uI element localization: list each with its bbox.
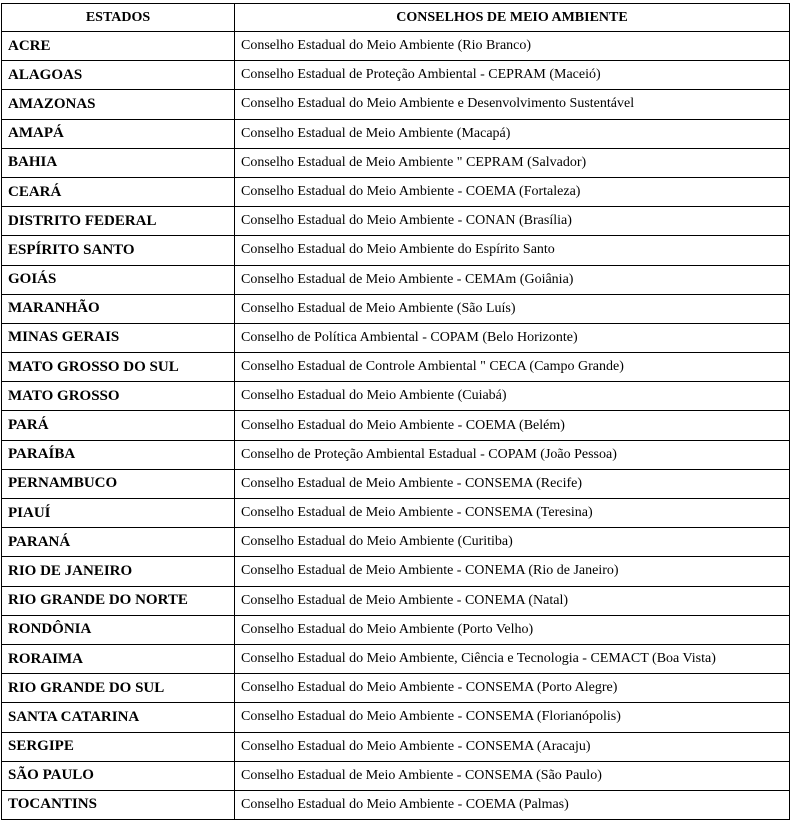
table-row [2, 674, 790, 703]
council-name: Conselho Estadual de Proteção Ambiental - CEPRAM (Maceió) [235, 61, 790, 90]
council-name: Conselho Estadual do Meio Ambiente - CONSEMA (Aracaju) [235, 732, 790, 761]
table-row [2, 790, 790, 819]
table-row [2, 236, 790, 265]
table-row [2, 644, 790, 673]
table-row [2, 411, 790, 440]
council-name: Conselho Estadual do Meio Ambiente do Espírito Santo [235, 236, 790, 265]
council-name: Conselho Estadual do Meio Ambiente - CONAN (Brasília) [235, 207, 790, 236]
council-name: Conselho Estadual de Meio Ambiente - CONSEMA (Recife) [235, 469, 790, 498]
table-row [2, 32, 790, 61]
state-name: GOIÁS [2, 265, 235, 294]
council-name: Conselho Estadual de Meio Ambiente - CONEMA (Rio de Janeiro) [235, 557, 790, 586]
table-row [2, 499, 790, 528]
council-name: Conselho Estadual do Meio Ambiente, Ciência e Tecnologia - CEMACT (Boa Vista) [235, 644, 790, 673]
table-row [2, 61, 790, 90]
state-name: PERNAMBUCO [2, 469, 235, 498]
state-name: RORAIMA [2, 644, 235, 673]
state-name: SANTA CATARINA [2, 703, 235, 732]
state-name: RIO GRANDE DO NORTE [2, 586, 235, 615]
header-conselhos: CONSELHOS DE MEIO AMBIENTE [235, 4, 790, 32]
councils-table [1, 3, 790, 820]
table-row [2, 90, 790, 119]
council-name: Conselho Estadual de Meio Ambiente " CEPRAM (Salvador) [235, 148, 790, 177]
state-name: AMAPÁ [2, 119, 235, 148]
state-name: ALAGOAS [2, 61, 235, 90]
state-name: RONDÔNIA [2, 615, 235, 644]
state-name: TOCANTINS [2, 790, 235, 819]
council-name: Conselho Estadual de Meio Ambiente - CONEMA (Natal) [235, 586, 790, 615]
state-name: MINAS GERAIS [2, 323, 235, 352]
state-name: PARANÁ [2, 528, 235, 557]
table-row [2, 353, 790, 382]
council-name: Conselho Estadual do Meio Ambiente - COEMA (Belém) [235, 411, 790, 440]
state-name: ACRE [2, 32, 235, 61]
table-row [2, 294, 790, 323]
state-name: SÃO PAULO [2, 761, 235, 790]
table-row [2, 586, 790, 615]
state-name: PARAÍBA [2, 440, 235, 469]
table-row [2, 761, 790, 790]
table-row [2, 557, 790, 586]
state-name: MATO GROSSO DO SUL [2, 353, 235, 382]
table-row [2, 732, 790, 761]
table-row [2, 615, 790, 644]
council-name: Conselho Estadual do Meio Ambiente - COEMA (Palmas) [235, 790, 790, 819]
table-row [2, 119, 790, 148]
table-row [2, 177, 790, 206]
council-name: Conselho Estadual do Meio Ambiente - CONSEMA (Porto Alegre) [235, 674, 790, 703]
state-name: MARANHÃO [2, 294, 235, 323]
state-name: BAHIA [2, 148, 235, 177]
table-row [2, 469, 790, 498]
council-name: Conselho Estadual do Meio Ambiente (Rio Branco) [235, 32, 790, 61]
council-name: Conselho Estadual do Meio Ambiente - CONSEMA (Florianópolis) [235, 703, 790, 732]
state-name: PARÁ [2, 411, 235, 440]
state-name: RIO DE JANEIRO [2, 557, 235, 586]
header-row [2, 4, 790, 32]
council-name: Conselho Estadual do Meio Ambiente (Curitiba) [235, 528, 790, 557]
header-estados: ESTADOS [2, 4, 235, 32]
table-row [2, 528, 790, 557]
table-row [2, 265, 790, 294]
council-name: Conselho Estadual de Meio Ambiente (São Luís) [235, 294, 790, 323]
council-name: Conselho Estadual do Meio Ambiente - COEMA (Fortaleza) [235, 177, 790, 206]
table-row [2, 148, 790, 177]
council-name: Conselho Estadual de Meio Ambiente - CONSEMA (Teresina) [235, 499, 790, 528]
table-body [2, 32, 790, 820]
council-name: Conselho Estadual do Meio Ambiente e Desenvolvimento Sustentável [235, 90, 790, 119]
state-name: ESPÍRITO SANTO [2, 236, 235, 265]
state-name: DISTRITO FEDERAL [2, 207, 235, 236]
state-name: PIAUÍ [2, 499, 235, 528]
table-row [2, 703, 790, 732]
state-name: MATO GROSSO [2, 382, 235, 411]
state-name: AMAZONAS [2, 90, 235, 119]
table-row [2, 382, 790, 411]
council-name: Conselho Estadual de Meio Ambiente - CEMAm (Goiânia) [235, 265, 790, 294]
council-name: Conselho Estadual do Meio Ambiente (Porto Velho) [235, 615, 790, 644]
council-name: Conselho Estadual do Meio Ambiente (Cuiabá) [235, 382, 790, 411]
council-name: Conselho de Política Ambiental - COPAM (Belo Horizonte) [235, 323, 790, 352]
table-row [2, 323, 790, 352]
council-name: Conselho Estadual de Controle Ambiental " CECA (Campo Grande) [235, 353, 790, 382]
council-name: Conselho de Proteção Ambiental Estadual - COPAM (João Pessoa) [235, 440, 790, 469]
table-row [2, 440, 790, 469]
council-name: Conselho Estadual de Meio Ambiente - CONSEMA (São Paulo) [235, 761, 790, 790]
table-row [2, 207, 790, 236]
state-name: RIO GRANDE DO SUL [2, 674, 235, 703]
state-name: SERGIPE [2, 732, 235, 761]
state-name: CEARÁ [2, 177, 235, 206]
council-name: Conselho Estadual de Meio Ambiente (Macapá) [235, 119, 790, 148]
